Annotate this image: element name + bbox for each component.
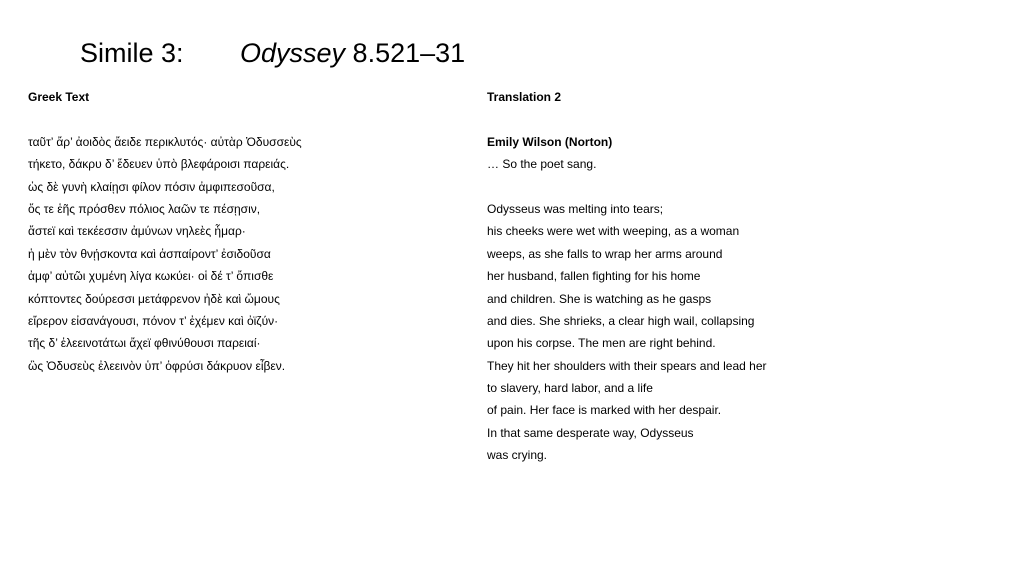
translation-opening: … So the poet sang. <box>487 157 597 172</box>
translation-column <box>487 86 987 467</box>
greek-line: ὣς Ὀδυσεὺς ἐλεεινὸν ὑπ’ ὀφρύσι δάκρυον εἶβεν. <box>28 358 286 373</box>
spacer <box>28 108 458 130</box>
translation-line: to slavery, hard labor, and a life <box>487 381 653 396</box>
greek-heading: Greek Text <box>28 90 90 104</box>
translation-line: weeps, as she falls to wrap her arms around <box>487 246 723 261</box>
translation-line: They hit her shoulders with their spears and lead her <box>487 358 767 373</box>
translation-line: her husband, fallen fighting for his home <box>487 269 701 284</box>
spacer <box>487 176 987 198</box>
translation-line: and children. She is watching as he gasps <box>487 291 712 306</box>
greek-line: ἄστεϊ καὶ τεκέεσσιν ἀμύνων νηλεὲς ἦμαρ· <box>28 224 246 239</box>
greek-line: ὡς δὲ γυνὴ κλαίῃσι φίλον πόσιν ἀμφιπεσοῦσα, <box>28 179 275 194</box>
greek-line: ἡ μὲν τὸν θνῄσκοντα καὶ ἀσπαίροντ’ ἐσιδοῦσα <box>28 246 271 261</box>
translation-line: his cheeks were wet with weeping, as a woman <box>487 224 740 239</box>
translation-line: upon his corpse. The men are right behind. <box>487 336 716 351</box>
translation-line: of pain. Her face is marked with her despair. <box>487 403 722 418</box>
title-label: Simile 3: <box>80 38 184 68</box>
greek-line: τήκετο, δάκρυ δ’ ἔδευεν ὑπὸ βλεφάροισι παρειάς. <box>28 157 290 172</box>
greek-line: τῆς δ’ ἐλεεινοτάτωι ἄχεϊ φθινύθουσι παρειαί· <box>28 336 261 351</box>
translation-line: was crying. <box>487 448 548 463</box>
title-reference: 8.521–31 <box>345 38 466 68</box>
title-work: Odyssey <box>240 38 346 68</box>
spacer <box>487 108 987 130</box>
translator-name: Emily Wilson (Norton) <box>487 134 613 149</box>
translation-line: Odysseus was melting into tears; <box>487 201 664 216</box>
greek-line: ἀμφ’ αὐτῶι χυμένη λίγα κωκύει· οἱ δέ τ’ ὄπισθε <box>28 269 274 284</box>
slide-title <box>80 38 465 69</box>
translation-line: and dies. She shrieks, a clear high wail, collapsing <box>487 313 755 328</box>
greek-line: ὅς τε ἑῆς πρόσθεν πόλιος λαῶν τε πέσῃσιν, <box>28 201 261 216</box>
greek-line: εἴρερον εἰσανάγουσι, πόνον τ’ ἐχέμεν καὶ ὀϊζύν· <box>28 313 279 328</box>
translation-heading: Translation 2 <box>487 90 562 104</box>
greek-line: ταῦτ’ ἄρ’ ἀοιδὸς ἄειδε περικλυτός· αὐτὰρ Ὀδυσσεὺς <box>28 134 302 149</box>
translation-line: In that same desperate way, Odysseus <box>487 425 694 440</box>
greek-column <box>28 86 458 377</box>
greek-line: κόπτοντες δούρεσσι μετάφρενον ἠδὲ καὶ ὤμους <box>28 291 280 306</box>
